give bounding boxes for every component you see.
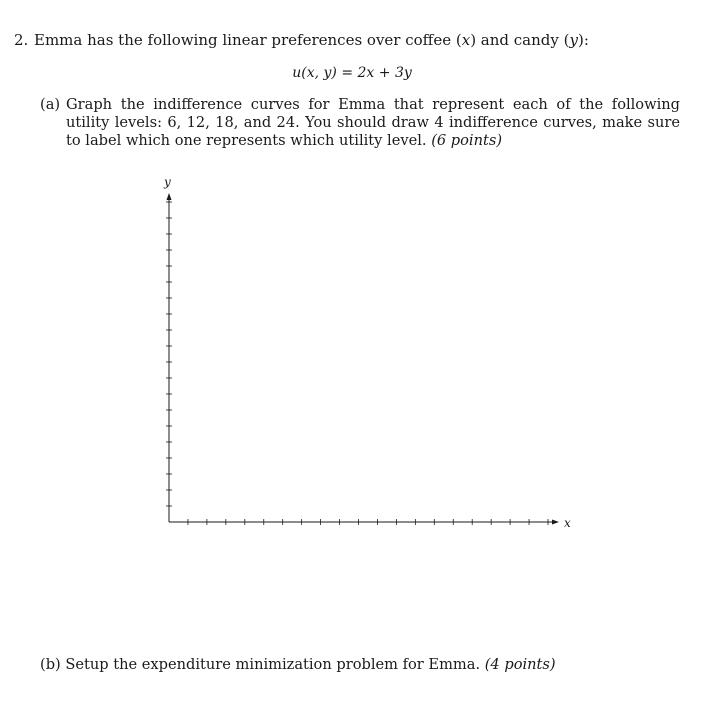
part-b-text: Setup the expenditure minimization problem for Emma. (65, 656, 481, 673)
x-axis-arrow (552, 520, 559, 525)
part-b (40, 656, 556, 674)
part-b-label: (b) (40, 656, 61, 673)
utility-equation (0, 64, 704, 82)
question-text-end: ): (577, 31, 589, 49)
question-text-mid: ) and candy ( (470, 31, 570, 49)
part-b-points: (4 points) (484, 656, 556, 673)
part-a-text: Graph the indifference curves for Emma that represent each of the following utility levels: 6, 12, 18, and 24. You should draw 4 indifference curves, make sure to label which one represents which utility level. (66, 96, 680, 149)
part-a-text-block (66, 96, 680, 150)
var-x: x (461, 31, 471, 49)
y-axis-label: y (164, 175, 171, 189)
x-axis-label: x (564, 516, 571, 530)
blank-graph (150, 170, 590, 540)
part-a-points: (6 points) (431, 132, 503, 149)
part-a (40, 96, 680, 150)
question-number: 2. (14, 31, 29, 49)
y-axis-arrow (167, 193, 172, 200)
var-y: y (569, 31, 578, 49)
part-a-label: (a) (40, 96, 61, 113)
equation-text: u(x, y) = 2x + 3y (292, 65, 412, 81)
question-text: Emma has the following linear preferences over coffee ( (34, 31, 462, 49)
question-prompt (14, 31, 589, 49)
